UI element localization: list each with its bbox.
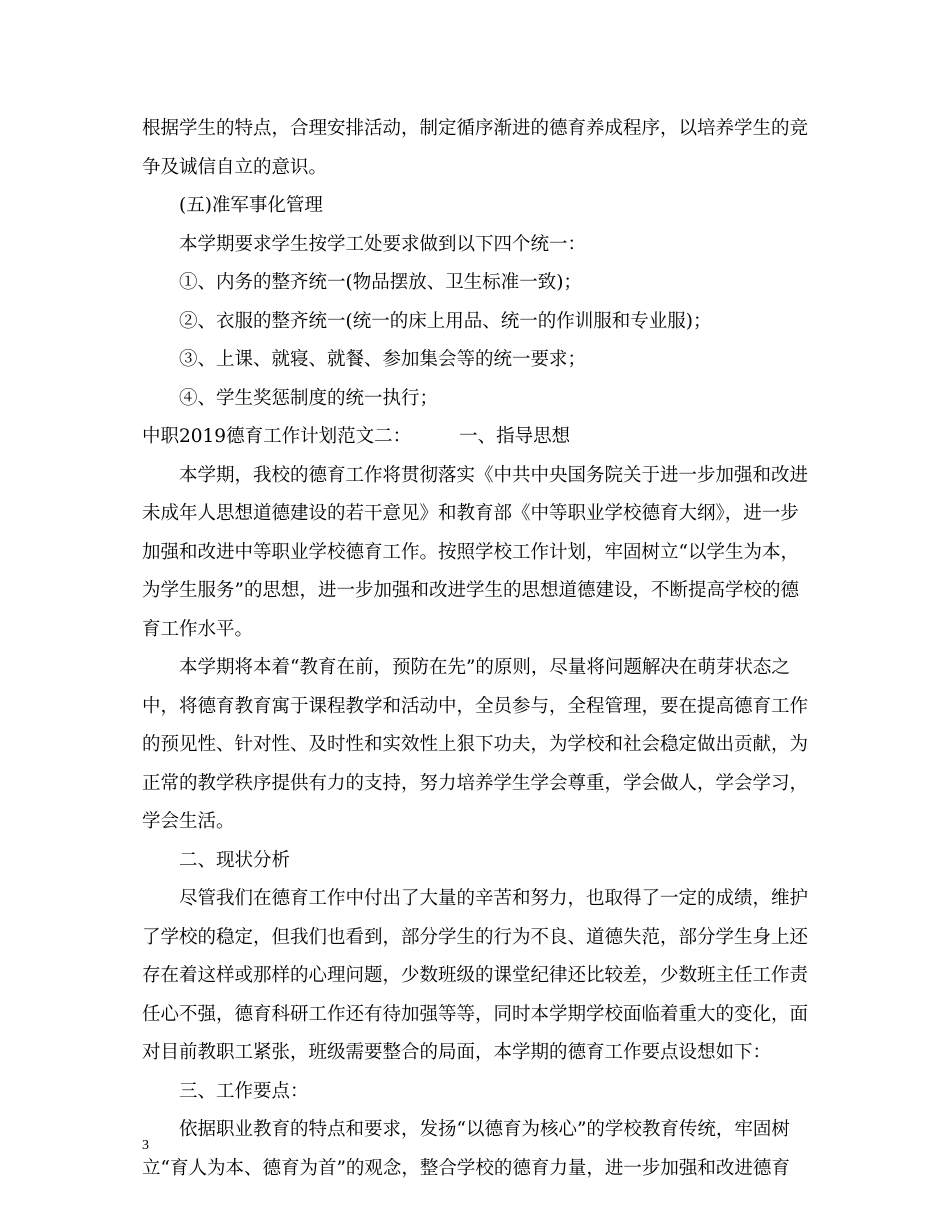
text-line: ④、学生奖惩制度的统一执行； [179,387,439,409]
text-line: 为学生服务”的思想，进一步加强和改进学生的思想道德建设，不断提高学校的德 [142,580,799,601]
text-line: 的预见性、针对性、及时性和实效性上狠下功夫，为学校和社会稳定做出贡献，为 [142,734,809,755]
paragraph-block-top [142,110,812,418]
text-line: 根据学生的特点，合理安排活动，制定循序渐进的德育养成程序，以培养学生的竞 [142,118,809,139]
text-line: 加强和改进中等职业学校德育工作。按照学校工作计划，牢固树立“以学生为本， [142,541,799,563]
text-line: 中，将德育教育寓于课程教学和活动中，全员参与，全程管理，要在提高德育工作 [142,695,809,717]
text-line: 依据职业教育的特点和要求，发扬“以德育为核心”的学校教育传统，牢固树 [179,1119,790,1140]
document-body [142,110,812,1188]
text-line: 立“育人为本、德育为首”的观念，整合学校的德育力量，进一步加强和改进德育 [142,1157,790,1179]
text-line: 争及诚信自立的意识。 [142,156,328,178]
text-line: 尽管我们在德育工作中付出了大量的辛苦和努力，也取得了一定的成绩，维护 [179,888,809,909]
section-heading-subtitle: 一、指导思想 [459,426,571,447]
section-heading-title: 中职2019德育工作计划范文二： [142,426,412,447]
text-line: ①、内务的整齐统一(物品摆放、卫生标准一致)； [179,272,582,293]
section-heading-line [142,418,812,457]
text-line: 育工作水平。 [142,618,254,640]
text-line: 对目前教职工紧张，班级需要整合的局面，本学期的德育工作要点设想如下： [142,1042,772,1063]
text-line: 本学期将本着“教育在前，预防在先”的原则，尽量将问题解决在萌芽状态之 [179,657,790,678]
text-line: 本学期，我校的德育工作将贯彻落实《中共中央国务院关于进一步加强和改进 [179,464,809,486]
text-line: (五)准军事化管理 [179,195,323,216]
text-line: 正常的教学秩序提供有力的支持，努力培养学生学会尊重，学会做人，学会学习， [142,772,809,794]
text-line: 任心不强，德育科研工作还有待加强等等，同时本学期学校面临着重大的变化，面 [142,1003,809,1025]
text-line: ②、衣服的整齐统一(统一的床上用品、统一的作训服和专业服)； [179,310,712,332]
text-line: 学会生活。 [142,811,235,832]
text-line: 了学校的稳定，但我们也看到，部分学生的行为不良、道德失范，部分学生身上还 [142,926,809,948]
text-line: 三、工作要点： [179,1080,309,1102]
text-line: 未成年人思想道德建设的若干意见》和教育部《中等职业学校德育大纲》，进一步 [142,503,799,524]
paragraph-block-bottom [142,457,812,1189]
text-line: 二、现状分析 [179,849,291,871]
page-number: 3 [142,1138,149,1153]
text-line: 本学期要求学生按学工处要求做到以下四个统一： [179,233,587,255]
text-line: 存在着这样或那样的心理问题，少数班级的课堂纪律还比较差，少数班主任工作责 [142,965,809,986]
text-line: ③、上课、就寝、就餐、参加集会等的统一要求； [179,349,587,370]
